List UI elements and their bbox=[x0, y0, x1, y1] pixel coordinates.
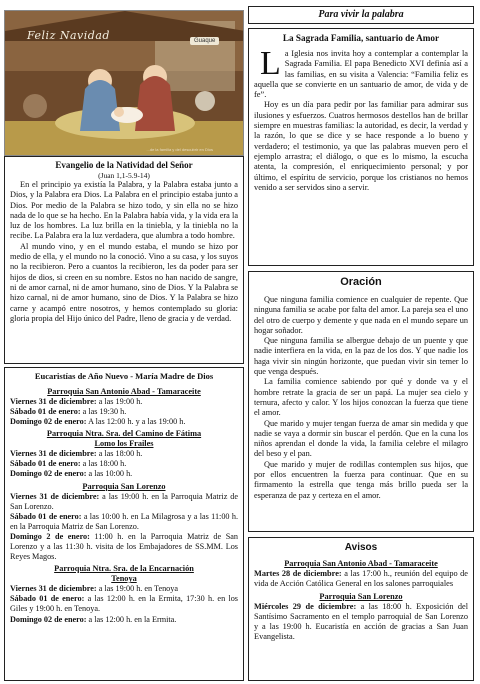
schedule-line bbox=[10, 584, 238, 594]
schedule-day: Sábado 01 de enero: bbox=[10, 511, 82, 521]
gospel-reference: (Juan 1,1-5.9-14) bbox=[98, 171, 150, 180]
holy-family-title: La Sagrada Familia, santuario de Amor bbox=[282, 33, 440, 43]
parish-subname: Lomo los Frailes bbox=[94, 439, 154, 449]
parish-subname: Tenoya bbox=[111, 574, 137, 584]
schedule-line bbox=[10, 532, 238, 562]
schedule-detail: a las 12:00 h. en la Ermita, 17:30 h. en los Giles y 19:00 h. en Tenoya. bbox=[10, 594, 238, 614]
eucharist-parish-list bbox=[10, 387, 238, 625]
illustration-credit: ...de la familia y del descubrir en Dios bbox=[146, 147, 213, 152]
parish-name: Parroquia San Antonio Abad - Tamaraceite bbox=[47, 387, 201, 396]
illustration-tag: Guaque bbox=[190, 37, 219, 45]
holy-family-paragraph bbox=[254, 45, 468, 100]
eucharist-box bbox=[4, 367, 244, 681]
illustration-title: Feliz Navidad bbox=[27, 29, 110, 42]
schedule-detail: a las 10:00 h. bbox=[86, 469, 133, 479]
parish-block bbox=[10, 387, 238, 427]
prayer-box bbox=[248, 271, 474, 532]
schedule-detail: a las 10:00 h. en La Milagrosa y a las 11:00 h. en la Parroquia Matriz de San Lorenzo. bbox=[10, 511, 238, 531]
nativity-illustration bbox=[4, 10, 244, 156]
prayer-title: Oración bbox=[340, 276, 382, 288]
holy-family-first-text: a Iglesia nos invita hoy a contemplar a contemplar la Sagrada Familia. El papa Benedicto XVI definía así a las familias, en su visita a Valencia: “Familia feliz es aquella que se convierte en un santuario de amor, de vida y de fe”. bbox=[254, 49, 468, 100]
schedule-detail: a las 17:00 h., reunión del equipo de vida de Acción Católica General en los salones parroquiales bbox=[254, 569, 468, 589]
schedule-detail: a las 19:00 h. en Tenoya bbox=[96, 584, 178, 594]
parish-block bbox=[254, 592, 468, 643]
parish-name: Parroquia Ntra. Sra. del Camino de Fátima bbox=[46, 429, 202, 439]
schedule-day: Viernes 31 de diciembre: bbox=[10, 584, 97, 594]
schedule-line bbox=[254, 569, 468, 590]
schedule-line bbox=[10, 417, 238, 427]
gospel-box bbox=[4, 156, 244, 364]
parish-name: Parroquia Ntra. Sra. de la Encarnación bbox=[54, 564, 194, 574]
schedule-day: Viernes 31 de diciembre: bbox=[10, 491, 100, 501]
schedule-detail: a las 19:00 h. en la Parroquia Matriz de San Lorenzo. bbox=[10, 491, 238, 511]
notices-title: Avisos bbox=[344, 542, 378, 553]
schedule-day: Sábado 01 de enero: bbox=[10, 459, 81, 469]
schedule-day: Domingo 2 de enero: bbox=[10, 531, 90, 541]
parish-name: Parroquia San Lorenzo bbox=[319, 591, 403, 601]
eucharist-title: Eucaristías de Año Nuevo - María Madre de Dios bbox=[34, 371, 214, 381]
parish-block bbox=[254, 559, 468, 590]
notices-box bbox=[248, 537, 474, 681]
schedule-line bbox=[10, 407, 238, 417]
schedule-day: Miércoles 29 de diciembre: bbox=[254, 601, 357, 611]
parish-block bbox=[10, 564, 238, 624]
schedule-detail: a las 18:00 h. bbox=[96, 449, 143, 459]
schedule-detail: a las 12:00 h. en la Ermita. bbox=[86, 614, 177, 624]
schedule-day: Sábado 01 de enero: bbox=[10, 594, 85, 604]
schedule-detail: a las 19:30 h. bbox=[80, 407, 127, 417]
prayer-paragraph: La familia comience sabiendo por qué y donde va y el hombre retrate la gracia de ser un papá. La mujer sea cielo y ternura, afecto y calor. Y los hijos conozcan la fuerza que tiene el amor. bbox=[254, 377, 468, 418]
prayer-paragraph: Que marido y mujer de rodillas contemplen sus hijos, que por ellos encuentren la fuerza para continuar. Que en su firmamento la estrella que tenga más brillo pueda ser la esperanza de paz y certeza en el amor. bbox=[254, 459, 468, 500]
schedule-day: Martes 28 de diciembre: bbox=[254, 569, 342, 578]
schedule-detail: a las 18:00 h. bbox=[80, 459, 127, 469]
schedule-detail: 11:00 h. en la Parroquia Matriz de San Lorenzo y a las 11:30 h. visita de los Embajadores de SS.MM. Los Reyes Magos. bbox=[10, 531, 238, 562]
schedule-day: Viernes 31 de diciembre: bbox=[10, 397, 97, 406]
prayer-paragraph: Que ninguna familia se albergue debajo de un puente y que nadie interfiera en la vida, en la paz de los dos. Y que nadie los haga vivir sin ningún horizonte, que puedan vivir sin temer lo que venga después. bbox=[254, 336, 468, 377]
schedule-line bbox=[10, 512, 238, 532]
schedule-detail: a las 19:00 h. bbox=[96, 397, 143, 406]
schedule-line bbox=[10, 469, 238, 479]
gospel-paragraph: En el principio ya existía la Palabra, y la Palabra estaba junto a Dios, y la Palabra era Dios. La Palabra en el principio estaba junto a Dios. Por medio de la Palabra se hizo todo, y sin ella no se hizo nada de lo que se ha hecho. En la Palabra había vida, y la vida era la luz de los hombres. La luz brilla en la tiniebla, y la tiniebla no la recibe. La Palabra era la luz verdadera, que alumbra a todo hombre. bbox=[10, 180, 238, 241]
schedule-line bbox=[10, 459, 238, 469]
schedule-line bbox=[10, 492, 238, 512]
parish-block bbox=[10, 482, 238, 563]
schedule-line bbox=[10, 594, 238, 614]
schedule-line bbox=[10, 449, 238, 459]
schedule-detail: A las 12:00 h. y a las 19:00 h. bbox=[86, 417, 186, 427]
schedule-line bbox=[10, 397, 238, 407]
gospel-title: Evangelio de la Natividad del Señor bbox=[55, 160, 193, 170]
schedule-day: Domingo 02 de enero: bbox=[10, 417, 87, 427]
schedule-day: Domingo 02 de enero: bbox=[10, 469, 87, 479]
prayer-paragraph: Que marido y mujer tengan fuerza de amar sin medida y que nadie se vaya a dormir sin buscar el perdón. Que en la cuna los niños aprendan el donde la vida, la familia celebre el milagro del beso y el pan. bbox=[254, 418, 468, 459]
schedule-day: Sábado 01 de enero: bbox=[10, 407, 81, 417]
schedule-detail: a las 18:00 h. Exposición del Santísimo Sacramento en el templo parroquial de San Lorenzo y a las 19:00 h. Eucaristía en acción de gracias a San Juan Evangelista. bbox=[254, 601, 469, 642]
notices-parish-list bbox=[254, 559, 468, 643]
gospel-paragraph: Al mundo vino, y en el mundo estaba, el mundo se hizo por medio de ella, y el mundo no la conoció. Vino a su casa, y los suyos no la recibieron. Pero a cuantos la recibieron, les da poder para ser hijos de dios, si creen en su nombre. Estos no han nacido de sangre, ni de amor carnal, ni de amor humano, sino de Dios. Y la Palabra se hizo carnal, ni de amor humano, sino de Dios. Y la Palabra se hizo carne y acampó entre nosotros, y hemos contemplado su gloria: gloria propia del Hijo único del Padre, lleno de gracia y de verdad. bbox=[10, 241, 238, 323]
section-header: Para vivir la palabra bbox=[248, 6, 474, 24]
schedule-day: Viernes 31 de diciembre: bbox=[10, 449, 97, 459]
schedule-line bbox=[10, 615, 238, 625]
parish-name: Parroquia San Lorenzo bbox=[82, 481, 166, 491]
holy-family-box bbox=[248, 28, 474, 266]
drop-cap: L bbox=[260, 45, 281, 82]
parish-name: Parroquia San Antonio Abad - Tamaraceite bbox=[284, 559, 438, 568]
prayer-paragraph: Que ninguna familia comience en cualquier de repente. Que ninguna familia se acabe por falta del amor. La pareja sea el uno del otro de cuerpo y demente y que nada en el mundo separe un hogar soñador. bbox=[254, 295, 468, 335]
parish-block bbox=[10, 429, 238, 479]
schedule-line bbox=[254, 602, 468, 643]
holy-family-paragraph: Hoy es un día para pedir por las familiar para admirar sus ilusiones y esfuerzos. Cuatros hermosos destellos han de brillar siempre en muestras familias: la autoridad, es decir, la verdad y la razón, lo que se dice y se hace responde a lo bueno y verdadero; el testimonio, ya que las palabras mueven pero el ejemplo arrastra; el diálogo, o que es lo mismo, la escucha atenta, la compresión, el enriquecimiento personal; y por último, el espíritu de servicio, porque los cristianos no hemos venido a ser servidos sino a servir. bbox=[254, 100, 468, 192]
schedule-day: Domingo 02 de enero: bbox=[10, 614, 87, 624]
